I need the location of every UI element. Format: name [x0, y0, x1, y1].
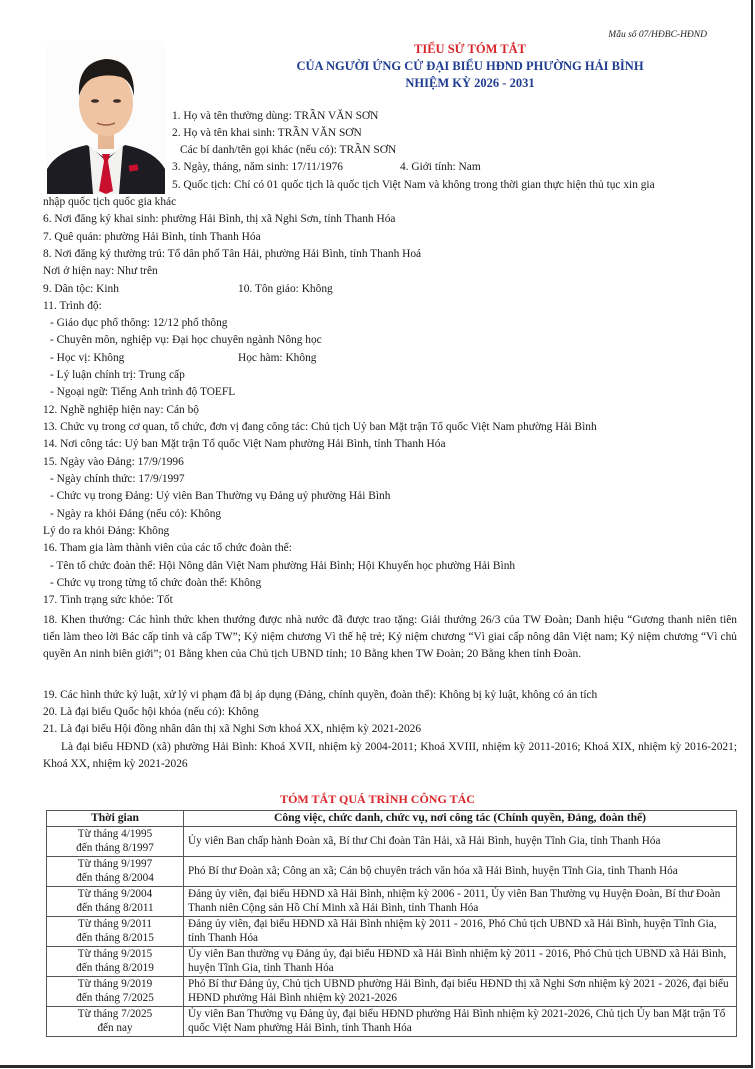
bio-ethnicity: 9. Dân tộc: Kinh [43, 283, 119, 295]
bio-disciplinary-record: 19. Các hình thức kỷ luật, xử lý vi phạm đã bị áp dụng (Đảng, chính quyền, đoàn thể): Không bị kỷ luật, không có án tích [43, 689, 598, 701]
period-from: Từ tháng 9/2004 [77, 887, 153, 900]
period-cell [47, 1006, 184, 1036]
period-from: Từ tháng 4/1995 [77, 827, 153, 840]
description-cell: Phó Bí thư Đảng ủy, Chủ tịch UBND phường Hải Bình, đại biểu HĐND thị xã Nghi Sơn nhiệm kỳ 2021 - 2026, đại biểu HĐND phường Hải Bình nhiệm kỳ 2021-2026 [184, 976, 737, 1006]
bio-occupation: 12. Nghề nghiệp hiện nay: Cán bộ [43, 404, 199, 416]
bio-foreign-language: - Ngoại ngữ: Tiếng Anh trình độ TOEFL [50, 386, 236, 398]
table-row [47, 946, 737, 976]
bio-party-exit-date: - Ngày ra khỏi Đảng (nếu có): Không [50, 508, 222, 520]
bio-academic-title: Học hàm: Không [238, 352, 317, 364]
period-cell [47, 976, 184, 1006]
bio-nationality-cont: nhập quốc tịch quốc gia khác [43, 196, 177, 208]
bio-general-education: - Giáo dục phổ thông: 12/12 phổ thông [50, 317, 228, 329]
period-from: Từ tháng 7/2025 [77, 1007, 153, 1020]
page-border-right [751, 0, 753, 1068]
document-subtitle: CỦA NGƯỜI ỨNG CỬ ĐẠI BIỂU HĐND PHƯỜNG HẢI BÌNH [296, 59, 644, 73]
table-row [47, 916, 737, 946]
bio-current-residence: Nơi ở hiện nay: Như trên [43, 265, 158, 277]
table-row [47, 1006, 737, 1036]
bio-council-membership: 21. Là đại biểu Hội đồng nhân dân thị xã Nghi Sơn khoá XX, nhiệm kỳ 2021-2026 [43, 723, 422, 735]
bio-health-status: 17. Tình trạng sức khỏe: Tốt [43, 594, 173, 606]
table-row [47, 886, 737, 916]
period-to: đến nay [97, 1022, 133, 1034]
description-cell: Đảng ủy viên, đại biểu HĐND xã Hải Bình nhiệm kỳ 2011 - 2016, Phó Chủ tịch UBND xã Hải Bình, huyện Tĩnh Gia, tỉnh Thanh Hóa [184, 916, 737, 946]
bio-birth-name: 2. Họ và tên khai sinh: TRẦN VĂN SƠN [172, 127, 362, 139]
period-from: Từ tháng 9/1997 [77, 857, 153, 870]
period-to: đến tháng 8/2004 [76, 872, 154, 884]
bio-national-assembly: 20. Là đại biểu Quốc hội khóa (nếu có): Không [43, 706, 259, 718]
period-from: Từ tháng 9/2015 [77, 947, 153, 960]
period-to: đến tháng 8/2011 [76, 902, 154, 914]
candidate-portrait-photo [47, 41, 165, 194]
portrait-image [47, 41, 165, 194]
description-cell: Ủy viên Ban thường vụ Đảng ủy, đại biểu HĐND xã Hải Bình nhiệm kỳ 2011 - 2016, Phó Chủ tịch UBND xã Hải Bình, huyện Tĩnh Gia, tỉnh Thanh Hóa [184, 946, 737, 976]
page-border-bottom [0, 1065, 753, 1068]
form-number: Mẫu số 07/HĐBC-HĐND [608, 30, 707, 40]
bio-organization-positions: - Chức vụ trong từng tổ chức đoàn thể: Không [50, 577, 262, 589]
period-cell [47, 946, 184, 976]
period-cell [47, 856, 184, 886]
bio-party-join-date: 15. Ngày vào Đảng: 17/9/1996 [43, 456, 184, 468]
bio-date-of-birth: 3. Ngày, tháng, năm sinh: 17/11/1976 [172, 161, 343, 173]
bio-hometown: 7. Quê quán: phường Hải Bình, tỉnh Thanh Hóa [43, 231, 261, 243]
bio-academic-degree: - Học vị: Không [50, 352, 125, 364]
period-cell [47, 826, 184, 856]
period-to: đến tháng 8/2019 [76, 962, 154, 974]
bio-professional-qualification: - Chuyên môn, nghiệp vụ: Đại học chuyên ngành Nông học [50, 334, 322, 346]
bio-nationality: 5. Quốc tịch: Chỉ có 01 quốc tịch là quốc tịch Việt Nam và không trong thời gian thực hiện thủ tục xin gia [172, 179, 655, 191]
bio-ward-council-terms: Là đại biểu HĐND (xã) phường Hải Bình: Khoá XVII, nhiệm kỳ 2004-2011; Khoá XVIII, nhiệm kỳ 2011-2016; Khoá XIX, nhiệm kỳ 2016-2021; Khoá XX, nhiệm kỳ 2021-2026 [43, 741, 737, 771]
bio-organization-names: - Tên tổ chức đoàn thể: Hội Nông dân Việt Nam phường Hải Bình; Hội Khuyến học phường Hải Bình [50, 560, 516, 572]
description-cell: Ủy viên Ban chấp hành Đoàn xã, Bí thư Chi đoàn Tân Hải, xã Hải Bình, huyện Tĩnh Gia, tỉnh Thanh Hóa [184, 826, 737, 856]
bio-organizations-heading: 16. Tham gia làm thành viên của các tổ chức đoàn thể: [43, 542, 292, 554]
bio-current-position: 13. Chức vụ trong cơ quan, tổ chức, đơn vị đang công tác: Chủ tịch Uỷ ban Mặt trận Tổ quốc Việt Nam phường Hải Bình [43, 421, 597, 433]
period-to: đến tháng 7/2025 [76, 992, 154, 1004]
description-cell: Phó Bí thư Đoàn xã; Công an xã; Cán bộ chuyên trách văn hóa xã Hải Bình, huyện Tĩnh Gia, tỉnh Thanh Hóa [184, 856, 737, 886]
period-cell [47, 916, 184, 946]
bio-aliases: Các bí danh/tên gọi khác (nếu có): TRẦN SƠN [180, 144, 397, 156]
period-to: đến tháng 8/2015 [76, 932, 154, 944]
bio-education-heading: 11. Trình độ: [43, 300, 102, 312]
bio-workplace: 14. Nơi công tác: Uỷ ban Mặt trận Tổ quốc Việt Nam phường Hải Bình, tỉnh Thanh Hóa [43, 438, 446, 450]
work-history-title: TÓM TẮT QUÁ TRÌNH CÔNG TÁC [280, 792, 475, 806]
period-to: đến tháng 8/1997 [76, 842, 154, 854]
header-description: Công việc, chức danh, chức vụ, nơi công tác (Chính quyền, Đảng, đoàn thể) [184, 811, 737, 827]
bio-party-official-date: - Ngày chính thức: 17/9/1997 [50, 473, 185, 485]
period-from: Từ tháng 9/2011 [77, 917, 152, 930]
document-title: TIỂU SỬ TÓM TẮT [414, 42, 526, 56]
table-row [47, 856, 737, 886]
table-row [47, 976, 737, 1006]
bio-religion: 10. Tôn giáo: Không [238, 283, 333, 295]
document-term: NHIỆM KỲ 2026 - 2031 [405, 76, 535, 90]
description-cell: Đảng ủy viên, đại biểu HĐND xã Hải Bình, nhiệm kỳ 2006 - 2011, Ủy viên Ban Thường vụ Huyện Đoàn, Bí thư Đoàn Thanh niên Cộng sản Hồ Chí Minh xã Hải Bình, tỉnh Thanh Hóa [184, 886, 737, 916]
work-history-table [46, 810, 737, 1037]
table-row [47, 826, 737, 856]
bio-birth-registration: 6. Nơi đăng ký khai sinh: phường Hải Bình, thị xã Nghi Sơn, tỉnh Thanh Hóa [43, 213, 396, 225]
table-header-row [47, 811, 737, 827]
bio-gender: 4. Giới tính: Nam [400, 161, 481, 173]
header-time: Thời gian [47, 811, 184, 827]
period-cell [47, 886, 184, 916]
bio-awards: 18. Khen thưởng: Các hình thức khen thưởng được nhà nước đã được trao tặng: Giải thưởng 26/3 của TW Đoàn; Danh hiệu “Gương thanh niên tiên tiến làm theo lời Bác cấp tỉnh và cấp TW”; Kỷ niệm chương Vì thế hệ trẻ; Kỷ niệm chương “Vì giai cấp nông dân Việt nam; Kỷ niệm chương “Vì chủ quyền An ninh biên giới”; 01 Bằng khen của Chủ tịch UBND tỉnh; 10 Bằng khen TW Đoàn; 20 Bằng khen tỉnh Đoàn. [43, 614, 737, 661]
bio-party-position: - Chức vụ trong Đảng: Uỷ viên Ban Thường vụ Đảng uỷ phường Hải Bình [50, 490, 391, 502]
bio-political-theory: - Lý luận chính trị: Trung cấp [50, 369, 185, 381]
bio-permanent-residence: 8. Nơi đăng ký thường trú: Tổ dân phố Tân Hải, phường Hải Bình, tỉnh Thanh Hoá [43, 248, 422, 260]
bio-common-name: 1. Họ và tên thường dùng: TRẦN VĂN SƠN [172, 110, 379, 122]
description-cell: Ủy viên Ban Thường vụ Đảng ủy, đại biểu HĐND phường Hải Bình nhiệm kỳ 2021-2026, Chủ tịch Ủy ban Mặt trận Tổ quốc Việt Nam phường Hải Bình, tỉnh Thanh Hóa [184, 1006, 737, 1036]
period-from: Từ tháng 9/2019 [77, 977, 153, 990]
bio-party-exit-reason: Lý do ra khỏi Đảng: Không [43, 525, 170, 537]
